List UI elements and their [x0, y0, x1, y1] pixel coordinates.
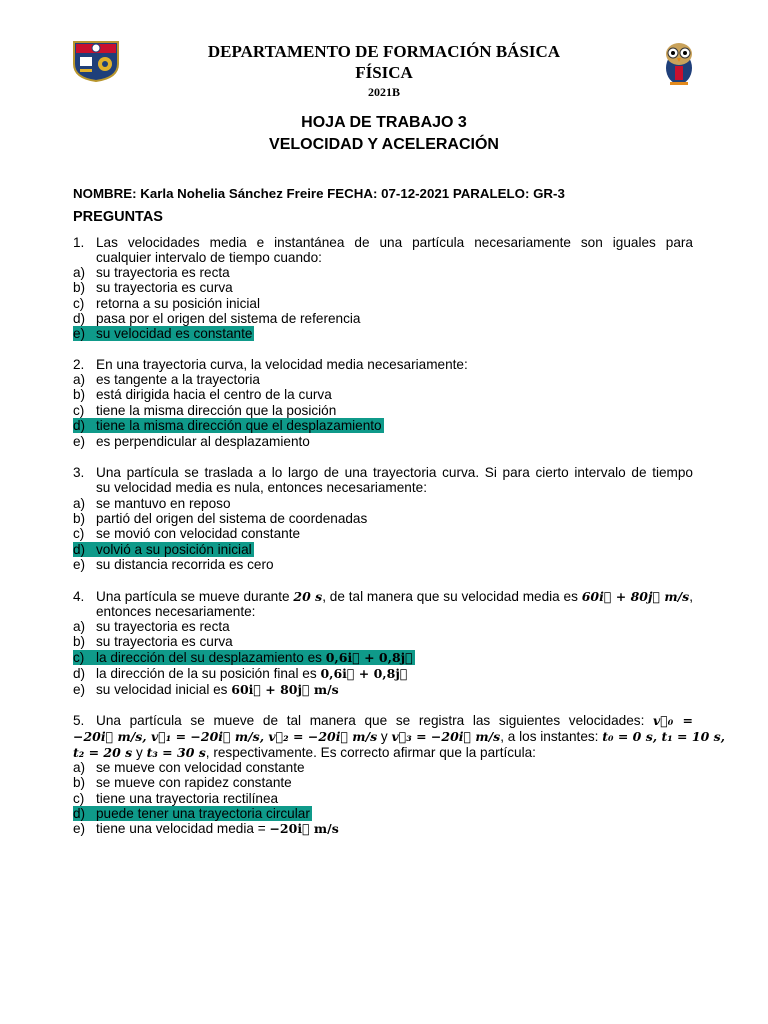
- q3-option-e: e) su distancia recorrida es cero: [73, 557, 274, 572]
- q1-option-a: a) su trayectoria es recta: [73, 265, 230, 280]
- worksheet-topic: VELOCIDAD Y ACELERACIÓN: [269, 136, 499, 153]
- section-title: PREGUNTAS: [73, 209, 163, 225]
- q5-number: 5.: [73, 713, 85, 728]
- q3-option-a: a) se mantuvo en reposo: [73, 496, 231, 511]
- q4-text-line1: Una partícula se mueve durante 20 s, de tal manera que su velocidad media es 60i⃗ + 80j⃗ m/s,: [96, 589, 693, 604]
- q3-option-b: b) partió del origen del sistema de coordenadas: [73, 511, 368, 526]
- q2-option-e: e) es perpendicular al desplazamiento: [73, 434, 310, 449]
- q4-option-c: c) la dirección del su desplazamiento es 0,6i⃗ + 0,8j⃗: [73, 650, 413, 665]
- q2-number: 2.: [73, 357, 85, 372]
- q5-option-c: c) tiene una trayectoria rectilínea: [73, 791, 279, 806]
- q3-option-c: c) se movió con velocidad constante: [73, 526, 301, 541]
- q1-number: 1.: [73, 235, 85, 250]
- q1-text-line2: cualquier intervalo de tiempo cuando:: [96, 250, 322, 265]
- q1-option-e: e) su velocidad es constante: [73, 326, 253, 341]
- q4-option-e: e) su velocidad inicial es 60i⃗ + 80j⃗ m/s: [73, 682, 339, 697]
- q5-option-e: e) tiene una velocidad media = −20i⃗ m/s: [73, 821, 339, 836]
- subject-title: FÍSICA: [355, 63, 413, 82]
- q1-option-d: d) pasa por el origen del sistema de referencia: [73, 311, 361, 326]
- q5-option-d: d) puede tener una trayectoria circular: [73, 806, 310, 821]
- q5-text-line2: −20i⃗ m/s, v⃗₁ = −20i⃗ m/s, v⃗₂ = −20i⃗ m/s y v⃗₃ = −20i⃗ m/s, a los instantes: t₀ = 0 s, t₁ = 10 s,: [73, 729, 726, 744]
- q4-text-line2: entonces necesariamente:: [96, 604, 256, 619]
- q3-text-line2: su velocidad media es nula, entonces necesariamente:: [96, 480, 427, 495]
- q1-text-line1: Las velocidades media e instantánea de una partícula necesariamente son iguales para: [96, 235, 693, 250]
- q5-text-line1: Una partícula se mueve de tal manera que se registra las siguientes velocidades: v⃗₀ =: [96, 713, 693, 728]
- q4-option-a: a) su trayectoria es recta: [73, 619, 230, 634]
- q2-option-d: d) tiene la misma dirección que el desplazamiento: [73, 418, 382, 433]
- q1-option-b: b) su trayectoria es curva: [73, 280, 233, 295]
- q4-number: 4.: [73, 589, 85, 604]
- q5-option-a: a) se mueve con velocidad constante: [73, 760, 305, 775]
- q3-text-line1: Una partícula se traslada a lo largo de una trayectoria curva. Si para cierto intervalo de tiempo: [96, 465, 693, 480]
- q4-option-d: d) la dirección de la su posición final es 0,6i⃗ + 0,8j⃗: [73, 666, 408, 681]
- q2-text-line1: En una trayectoria curva, la velocidad media necesariamente:: [96, 357, 468, 372]
- q4-option-b: b) su trayectoria es curva: [73, 634, 233, 649]
- q1-option-c: c) retorna a su posición inicial: [73, 296, 260, 311]
- q5-text-line3: t₂ = 20 s y t₃ = 30 s, respectivamente. Es correcto afirmar que la partícula:: [73, 745, 536, 760]
- department-title: DEPARTAMENTO DE FORMACIÓN BÁSICA: [207, 42, 561, 61]
- q3-number: 3.: [73, 465, 85, 480]
- q2-option-c: c) tiene la misma dirección que la posición: [73, 403, 337, 418]
- q2-option-a: a) es tangente a la trayectoria: [73, 372, 260, 387]
- term-label: 2021B: [367, 85, 400, 99]
- student-info-line: NOMBRE: Karla Nohelia Sánchez Freire FECHA: 07-12-2021 PARALELO: GR-3: [73, 186, 565, 201]
- q2-option-b: b) está dirigida hacia el centro de la curva: [73, 387, 332, 402]
- q3-option-d: d) volvió a su posición inicial: [73, 542, 252, 557]
- worksheet-title: HOJA DE TRABAJO 3: [301, 114, 467, 131]
- q5-option-b: b) se mueve con rapidez constante: [73, 775, 292, 790]
